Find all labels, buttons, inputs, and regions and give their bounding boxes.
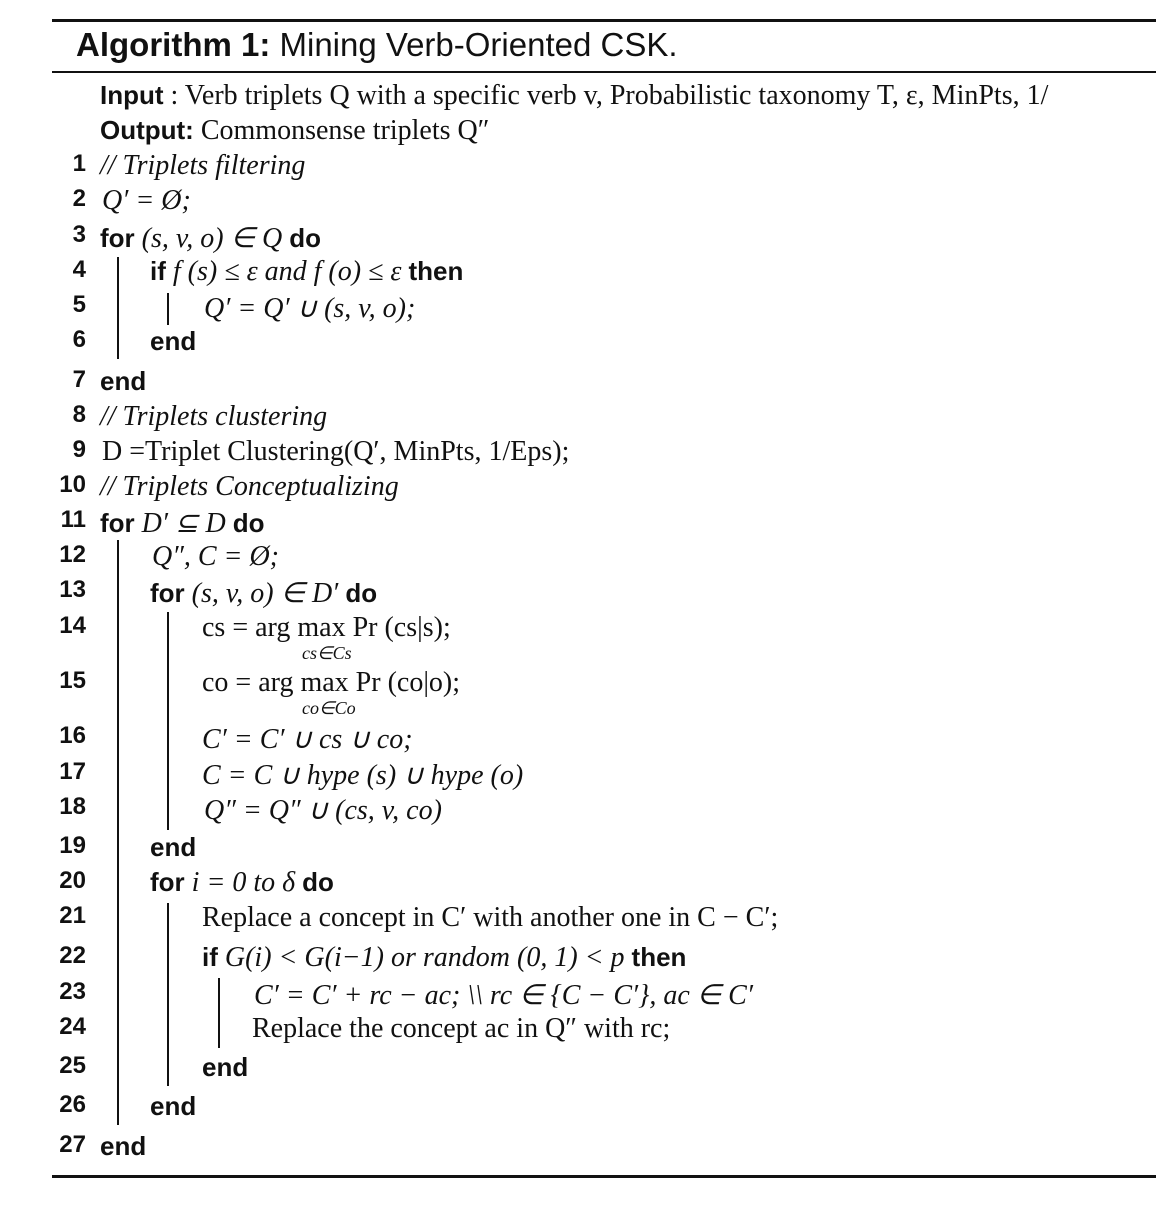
keyword-do: do	[232, 508, 265, 538]
keyword-for: for	[100, 508, 135, 538]
algo-line-10	[0, 471, 1156, 507]
keyword-end: end	[150, 1091, 197, 1121]
line-number: 6	[72, 326, 86, 353]
line-number: 4	[72, 256, 86, 283]
algo-line-2	[0, 185, 1156, 221]
line-number: 24	[59, 1013, 86, 1040]
line-number: 27	[59, 1131, 86, 1158]
algo-line-1	[0, 150, 1156, 186]
algo-line-24	[0, 1013, 1156, 1049]
argmax-subscript: cs∈Cs	[302, 643, 352, 663]
line-number: 2	[72, 185, 86, 212]
algo-line-11	[0, 506, 1156, 542]
keyword-if: if	[202, 942, 218, 972]
algo-line-17	[0, 758, 1156, 794]
algo-line-6	[0, 326, 1156, 362]
condition: G(i) < G(i−1) or random (0, 1) < p	[224, 942, 625, 973]
keyword-end: end	[150, 832, 197, 862]
algo-line-26	[0, 1091, 1156, 1127]
statement: Replace a concept in C′ with another one in C − C′;	[202, 902, 779, 933]
line-number: 11	[60, 506, 86, 533]
algo-line-15	[0, 667, 1156, 703]
keyword-for: for	[150, 578, 185, 608]
keyword-for: for	[100, 223, 135, 253]
algo-line-13	[0, 576, 1156, 612]
algo-line-20	[0, 867, 1156, 903]
statement: C = C ∪ hype (s) ∪ hype (o)	[202, 760, 524, 791]
top-rule	[52, 19, 1156, 22]
algo-line-12	[0, 541, 1156, 577]
line-number: 10	[59, 471, 86, 498]
algorithm-name: Mining Verb-Oriented CSK.	[279, 26, 678, 63]
statement: D′ ⊆ D	[141, 508, 226, 539]
algo-line-21	[0, 902, 1156, 938]
line-number: 22	[59, 942, 86, 969]
output-text: Commonsense triplets Q″	[200, 115, 490, 146]
statement: (s, v, o) ∈ D′	[191, 578, 339, 609]
line-number: 18	[59, 793, 86, 820]
line-number: 21	[59, 902, 86, 929]
algo-line-25	[0, 1052, 1156, 1088]
keyword-do: do	[302, 867, 334, 897]
comment: // Triplets Conceptualizing	[100, 471, 399, 502]
algo-line-19	[0, 832, 1156, 868]
statement: (s, v, o) ∈ Q	[141, 223, 283, 254]
line-number: 26	[59, 1091, 86, 1118]
line-number: 19	[59, 832, 86, 859]
algo-line-8	[0, 401, 1156, 437]
algo-line-27	[0, 1131, 1156, 1167]
statement: Q′ = Q′ ∪ (s, v, o);	[204, 293, 416, 324]
algo-line-9	[0, 436, 1156, 472]
line-number: 5	[72, 291, 86, 318]
keyword-end: end	[100, 366, 147, 396]
keyword-end: end	[202, 1052, 249, 1082]
line-number: 7	[72, 366, 86, 393]
statement: co = arg max Pr (co|o);	[202, 667, 461, 698]
input-line	[0, 80, 1156, 116]
line-number: 25	[59, 1052, 86, 1079]
algorithm-title	[76, 26, 678, 64]
line-number: 14	[59, 612, 86, 639]
output-line	[0, 115, 1156, 151]
algo-line-5	[0, 291, 1156, 327]
line-number: 17	[59, 758, 86, 785]
algo-line-23	[0, 978, 1156, 1014]
keyword-for: for	[150, 867, 185, 897]
line-number: 8	[72, 401, 86, 428]
statement: cs = arg max Pr (cs|s);	[202, 612, 451, 643]
line-number: 3	[72, 221, 86, 248]
algo-line-16	[0, 722, 1156, 758]
algo-line-4	[0, 256, 1156, 292]
keyword-then: then	[631, 942, 687, 972]
keyword-if: if	[150, 256, 166, 286]
comment: // Triplets clustering	[100, 401, 328, 432]
line-number: 20	[59, 867, 86, 894]
keyword-do: do	[289, 223, 321, 253]
statement: i = 0 to δ	[191, 867, 296, 898]
line-number: 23	[59, 978, 86, 1005]
title-rule	[52, 71, 1156, 73]
line-number: 16	[59, 722, 86, 749]
output-label: Output:	[100, 115, 194, 145]
algo-line-14	[0, 612, 1156, 648]
statement: D =Triplet Clustering(Q′, MinPts, 1/Eps);	[102, 436, 570, 467]
algorithm-label: Algorithm 1:	[76, 26, 271, 63]
algo-line-3	[0, 221, 1156, 257]
keyword-end: end	[150, 326, 197, 356]
comment: // Triplets filtering	[100, 150, 306, 181]
bottom-rule	[52, 1175, 1156, 1178]
statement: Q″ = Q″ ∪ (cs, v, co)	[204, 795, 442, 826]
line-number: 12	[59, 541, 86, 568]
statement: Q′ = Ø;	[102, 185, 191, 216]
condition: f (s) ≤ ε and f (o) ≤ ε	[172, 256, 402, 287]
algo-line-22	[0, 942, 1156, 978]
keyword-end: end	[100, 1131, 147, 1161]
statement: C′ = C′ + rc − ac; \\ rc ∈ {C − C′}, ac ∈ C′	[254, 980, 753, 1011]
line-number: 9	[72, 436, 86, 463]
line-number: 15	[59, 667, 86, 694]
argmax-subscript: co∈Co	[302, 698, 356, 718]
algo-line-18	[0, 793, 1156, 829]
line-number: 13	[59, 576, 86, 603]
statement: Replace the concept ac in Q″ with rc;	[252, 1013, 671, 1044]
input-label: Input	[100, 80, 164, 110]
statement: C′ = C′ ∪ cs ∪ co;	[202, 724, 413, 755]
line-number: 1	[72, 150, 86, 177]
keyword-do: do	[345, 578, 378, 608]
algo-line-7	[0, 366, 1156, 402]
keyword-then: then	[408, 256, 464, 286]
input-text: : Verb triplets Q with a specific verb v, Probabilistic taxonomy T, ε, MinPts, 1/	[170, 80, 1049, 111]
statement: Q″, C = Ø;	[152, 541, 279, 572]
